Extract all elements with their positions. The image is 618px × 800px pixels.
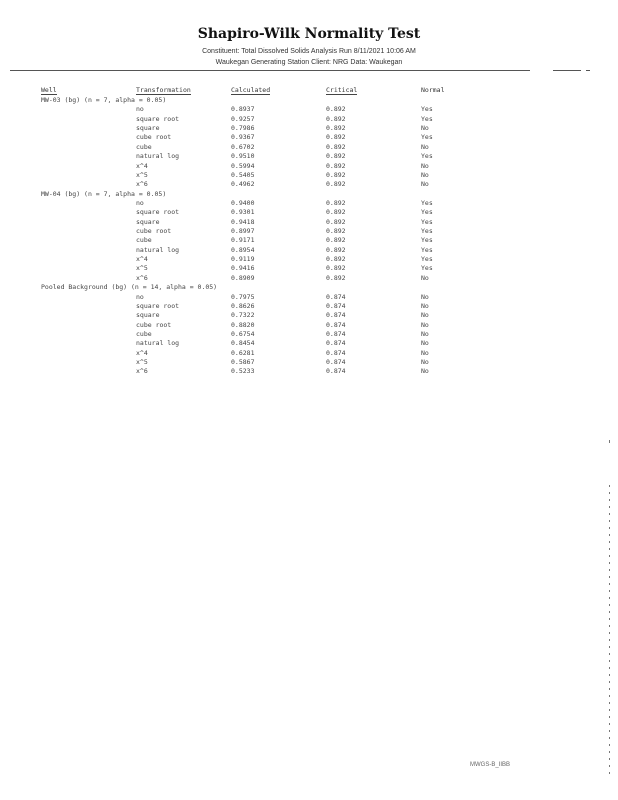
table-row [0, 367, 618, 376]
well-group-label: Pooled Background (bg) (n = 14, alpha = 0.05) [41, 283, 218, 292]
transformation-cell: cube [136, 236, 152, 245]
normal-cell: Yes [421, 133, 433, 142]
transformation-cell: x^4 [136, 161, 148, 170]
calculated-cell: 0.8909 [231, 273, 255, 282]
normal-cell: Yes [421, 245, 433, 254]
transformation-cell: no [136, 292, 144, 301]
calculated-cell: 0.4962 [231, 180, 255, 189]
well-group-label: MW-03 (bg) (n = 7, alpha = 0.05) [41, 96, 167, 104]
transformation-cell: x^4 [136, 255, 148, 264]
calculated-cell: 0.9301 [231, 208, 255, 217]
transformation-cell: x^4 [136, 348, 148, 357]
table-row [0, 302, 618, 311]
table-row [0, 208, 618, 217]
col-header-normal: Normal [421, 86, 445, 94]
transformation-cell: x^6 [136, 367, 148, 376]
normal-cell: No [421, 292, 429, 301]
transformation-cell: x^5 [136, 264, 148, 273]
critical-cell: 0.874 [326, 320, 346, 329]
transformation-cell: square [136, 217, 160, 226]
transformation-cell: cube [136, 329, 152, 338]
transformation-cell: cube root [136, 227, 172, 236]
table-row [0, 162, 618, 171]
results-table [0, 96, 618, 377]
calculated-cell: 0.6702 [231, 142, 255, 151]
col-header-transformation: Transformation [136, 86, 191, 94]
col-header-critical: Critical [326, 86, 358, 94]
calculated-cell: 0.8997 [231, 227, 255, 236]
calculated-cell: 0.5233 [231, 367, 255, 376]
normal-cell: Yes [421, 105, 433, 114]
well-group-label: MW-04 (bg) (n = 7, alpha = 0.05) [41, 189, 167, 198]
transformation-cell: x^5 [136, 170, 148, 179]
table-row [0, 171, 618, 180]
well-group-header [0, 96, 618, 105]
table-row [0, 143, 618, 152]
critical-cell: 0.892 [326, 170, 346, 179]
calculated-cell: 0.7322 [231, 311, 255, 320]
table-row [0, 255, 618, 264]
table-row [0, 358, 618, 367]
normal-cell: No [421, 124, 429, 133]
critical-cell: 0.892 [326, 227, 346, 236]
report-subtitle: Constituent: Total Dissolved Solids Analysis Run 8/11/2021 10:06 AM [202, 48, 416, 55]
calculated-cell: 0.9418 [231, 217, 255, 226]
normal-cell: No [421, 142, 429, 151]
calculated-cell: 0.7986 [231, 124, 255, 133]
table-row [0, 218, 618, 227]
critical-cell: 0.892 [326, 180, 346, 189]
critical-cell: 0.892 [326, 273, 346, 282]
transformation-cell: square root [136, 114, 180, 123]
table-row [0, 236, 618, 245]
table-row [0, 124, 618, 133]
transformation-cell: square root [136, 208, 180, 217]
table-row [0, 199, 618, 208]
critical-cell: 0.892 [326, 124, 346, 133]
critical-cell: 0.874 [326, 348, 346, 357]
col-header-well: Well [41, 86, 57, 94]
critical-cell: 0.874 [326, 339, 346, 348]
normal-cell: Yes [421, 152, 433, 161]
critical-cell: 0.874 [326, 329, 346, 338]
calculated-cell: 0.7975 [231, 292, 255, 301]
header-rule-short [553, 70, 581, 71]
table-row [0, 227, 618, 236]
normal-cell: No [421, 367, 429, 376]
calculated-cell: 0.8820 [231, 320, 255, 329]
header-rule-tick [586, 70, 590, 71]
critical-cell: 0.892 [326, 152, 346, 161]
normal-cell: No [421, 320, 429, 329]
calculated-cell: 0.8937 [231, 105, 255, 114]
normal-cell: No [421, 273, 429, 282]
normal-cell: No [421, 161, 429, 170]
table-row [0, 311, 618, 320]
transformation-cell: cube root [136, 133, 172, 142]
normal-cell: No [421, 348, 429, 357]
transformation-cell: cube root [136, 320, 172, 329]
critical-cell: 0.892 [326, 208, 346, 217]
normal-cell: No [421, 301, 429, 310]
critical-cell: 0.892 [326, 217, 346, 226]
normal-cell: No [421, 311, 429, 320]
transformation-cell: x^6 [136, 273, 148, 282]
normal-cell: Yes [421, 208, 433, 217]
margin-tick [609, 440, 610, 443]
transformation-cell: x^5 [136, 358, 148, 367]
transformation-cell: cube [136, 142, 152, 151]
transformation-cell: square [136, 124, 160, 133]
footer-code: MWGS-B_IIBB [470, 762, 511, 768]
normal-cell: Yes [421, 236, 433, 245]
calculated-cell: 0.9257 [231, 114, 255, 123]
normal-cell: Yes [421, 255, 433, 264]
calculated-cell: 0.9416 [231, 264, 255, 273]
critical-cell: 0.892 [326, 245, 346, 254]
calculated-cell: 0.9171 [231, 236, 255, 245]
transformation-cell: square root [136, 301, 180, 310]
table-row [0, 321, 618, 330]
critical-cell: 0.892 [326, 105, 346, 114]
transformation-cell: x^6 [136, 180, 148, 189]
table-row [0, 105, 618, 114]
calculated-cell: 0.5994 [231, 161, 255, 170]
table-row [0, 152, 618, 161]
critical-cell: 0.892 [326, 198, 346, 207]
table-row [0, 246, 618, 255]
normal-cell: No [421, 329, 429, 338]
page-title: Shapiro-Wilk Normality Test [197, 26, 421, 42]
calculated-cell: 0.9119 [231, 255, 255, 264]
calculated-cell: 0.6281 [231, 348, 255, 357]
transformation-cell: natural log [136, 339, 180, 348]
calculated-cell: 0.6754 [231, 329, 255, 338]
calculated-cell: 0.9367 [231, 133, 255, 142]
normal-cell: Yes [421, 227, 433, 236]
critical-cell: 0.874 [326, 292, 346, 301]
normal-cell: Yes [421, 114, 433, 123]
normal-cell: No [421, 339, 429, 348]
critical-cell: 0.892 [326, 114, 346, 123]
critical-cell: 0.892 [326, 142, 346, 151]
table-row [0, 330, 618, 339]
critical-cell: 0.892 [326, 161, 346, 170]
normal-cell: Yes [421, 264, 433, 273]
calculated-cell: 0.8954 [231, 245, 255, 254]
table-row [0, 180, 618, 189]
transformation-cell: natural log [136, 152, 180, 161]
table-row [0, 264, 618, 273]
calculated-cell: 0.9400 [231, 198, 255, 207]
well-group-header [0, 283, 618, 292]
calculated-cell: 0.8626 [231, 301, 255, 310]
well-group-header [0, 190, 618, 199]
critical-cell: 0.874 [326, 358, 346, 367]
transformation-cell: no [136, 198, 144, 207]
normal-cell: No [421, 358, 429, 367]
normal-cell: Yes [421, 198, 433, 207]
critical-cell: 0.892 [326, 255, 346, 264]
table-row [0, 293, 618, 302]
calculated-cell: 0.5867 [231, 358, 255, 367]
normal-cell: No [421, 170, 429, 179]
normal-cell: No [421, 180, 429, 189]
table-row [0, 339, 618, 348]
critical-cell: 0.874 [326, 301, 346, 310]
transformation-cell: natural log [136, 245, 180, 254]
calculated-cell: 0.9510 [231, 152, 255, 161]
table-row [0, 115, 618, 124]
critical-cell: 0.874 [326, 367, 346, 376]
transformation-cell: square [136, 311, 160, 320]
table-row [0, 349, 618, 358]
critical-cell: 0.892 [326, 236, 346, 245]
critical-cell: 0.892 [326, 264, 346, 273]
margin-scale [609, 485, 610, 775]
table-row [0, 133, 618, 142]
report-subtitle-site: Waukegan Generating Station Client: NRG Data: Waukegan [215, 59, 403, 66]
calculated-cell: 0.8454 [231, 339, 255, 348]
critical-cell: 0.874 [326, 311, 346, 320]
header-rule [10, 70, 530, 71]
normal-cell: Yes [421, 217, 433, 226]
transformation-cell: no [136, 105, 144, 114]
table-row [0, 274, 618, 283]
calculated-cell: 0.5405 [231, 170, 255, 179]
critical-cell: 0.892 [326, 133, 346, 142]
col-header-calculated: Calculated [231, 86, 271, 94]
